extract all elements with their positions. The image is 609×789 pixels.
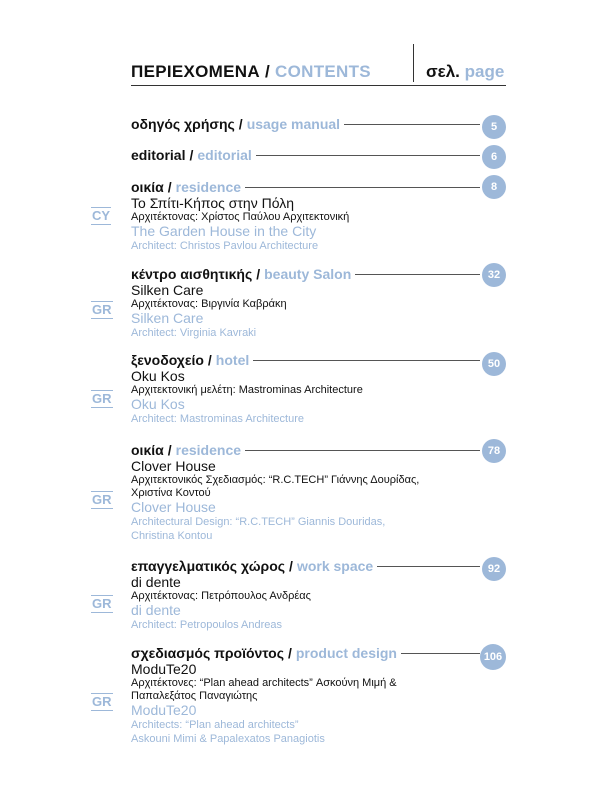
project-title: Silken Care <box>131 282 204 298</box>
entry-category: οικία / residence <box>131 178 506 196</box>
project-title-en: ModuTe20 <box>131 702 197 718</box>
entry-category: οδηγός χρήσης / usage manual <box>131 115 506 133</box>
toc-entry[interactable] <box>131 115 506 133</box>
credit-gr: Αρχιτεκτονική μελέτη: Mastrominas Architecture <box>131 384 363 396</box>
header-divider <box>413 44 414 82</box>
toc-entry[interactable] <box>131 265 506 340</box>
toc-header <box>131 56 506 86</box>
entry-category: κέντρο αισθητικής / beauty Salon <box>131 265 506 283</box>
category-gr: ξενοδοχείο <box>131 352 204 368</box>
country-code-badge: GR <box>92 596 112 611</box>
leader-line <box>344 124 480 125</box>
page-label-gr: σελ. <box>426 62 460 81</box>
category-gr: editorial <box>131 147 186 163</box>
toc-entry[interactable] <box>131 351 506 426</box>
category-gr: οικία <box>131 179 164 195</box>
leader-line <box>377 566 480 567</box>
project-title-en: Oku Kos <box>131 396 185 412</box>
leader-line <box>401 653 480 654</box>
category-gr: σχεδιασμός προϊόντος <box>131 645 284 661</box>
category-en: residence <box>175 179 242 195</box>
credit-gr-line2: Χριστίνα Κοντού <box>131 487 211 499</box>
toc-entry[interactable] <box>131 644 506 746</box>
country-code-badge: GR <box>92 694 112 709</box>
project-title-en: The Garden House in the City <box>131 223 317 239</box>
project-title-en: di dente <box>131 602 181 618</box>
project-title: ModuTe20 <box>131 661 197 677</box>
leader-line <box>253 360 480 361</box>
toc-entry[interactable] <box>131 441 506 543</box>
country-code-badge: GR <box>92 302 112 317</box>
page-number-badge[interactable]: 78 <box>482 439 506 463</box>
page-number-badge[interactable]: 92 <box>482 557 506 581</box>
credit-en-line1: Architects: “Plan ahead architects” <box>131 719 299 731</box>
toc-entry[interactable] <box>131 178 506 253</box>
leader-line <box>355 274 480 275</box>
page-number-badge[interactable]: 5 <box>482 115 506 139</box>
toc-entry[interactable] <box>131 557 506 632</box>
page-number-badge[interactable]: 50 <box>482 352 506 376</box>
project-title: Clover House <box>131 458 216 474</box>
credit-en-line1: Architectural Design: “R.C.TECH” Giannis Douridas, <box>131 516 386 528</box>
toc-title-sep: / <box>264 62 270 81</box>
credit-en-line2: Askouni Mimi & Papalexatos Panagiotis <box>131 733 325 745</box>
credit-gr: Αρχιτέκτονας: Βιργινία Καβράκη <box>131 298 287 310</box>
page-number-badge[interactable]: 8 <box>482 175 506 199</box>
leader-line <box>256 155 480 156</box>
category-en: hotel <box>215 352 250 368</box>
category-gr: κέντρο αισθητικής <box>131 266 253 282</box>
entry-category: ξενοδοχείο / hotel <box>131 351 506 369</box>
category-gr: επαγγελματικός χώρος <box>131 558 286 574</box>
project-title: Oku Kos <box>131 368 185 384</box>
toc-title <box>131 62 371 82</box>
entry-category: επαγγελματικός χώρος / work space <box>131 557 506 575</box>
country-code-badge: GR <box>92 391 112 406</box>
credit-gr: Αρχιτέκτονας: Χρίστος Παύλου Αρχιτεκτονική <box>131 211 350 223</box>
category-en: product design <box>295 645 397 661</box>
header-rule <box>131 85 506 86</box>
credit-gr-line1: Αρχιτέκτονες: “Plan ahead architects” Ασκούνη Μιμή & <box>131 677 397 689</box>
category-en: work space <box>296 558 374 574</box>
category-en: beauty Salon <box>264 266 352 282</box>
leader-line <box>245 450 480 451</box>
entry-category: σχεδιασμός προϊόντος / product design <box>131 644 506 662</box>
credit-en: Architect: Virginia Kavraki <box>131 327 257 339</box>
category-en: editorial <box>197 147 252 163</box>
credit-gr-line1: Αρχιτεκτονικός Σχεδιασμός: “R.C.TECH” Γιάννης Δουρίδας, <box>131 474 420 486</box>
category-gr: οδηγός χρήσης <box>131 116 235 132</box>
credit-en: Architect: Petropoulos Andreas <box>131 619 283 631</box>
project-title-en: Clover House <box>131 499 216 515</box>
leader-line <box>245 187 480 188</box>
country-code-badge: CY <box>92 208 111 223</box>
category-gr: οικία <box>131 442 164 458</box>
toc-title-en: CONTENTS <box>275 62 371 81</box>
page-number-badge[interactable]: 106 <box>480 644 506 670</box>
project-title-en: Silken Care <box>131 310 204 326</box>
credit-en: Architect: Mastrominas Architecture <box>131 413 305 425</box>
page-label-en: page <box>464 62 505 81</box>
entry-category: οικία / residence <box>131 441 506 459</box>
toc-entry[interactable] <box>131 146 506 164</box>
category-en: usage manual <box>246 116 341 132</box>
project-title: Το Σπίτι-Κήπος στην Πόλη <box>131 195 295 211</box>
toc-title-gr: ΠΕΡΙΕΧΟΜΕΝΑ <box>131 62 260 81</box>
credit-en: Architect: Christos Pavlou Architecture <box>131 240 319 252</box>
project-title: di dente <box>131 574 181 590</box>
category-en: residence <box>175 442 242 458</box>
page-number-badge[interactable]: 32 <box>482 263 506 287</box>
entry-category: editorial / editorial <box>131 146 506 164</box>
page-column-label <box>426 62 504 82</box>
credit-gr-line2: Παπαλεξάτος Παναγιώτης <box>131 690 258 702</box>
country-code-badge: GR <box>92 492 112 507</box>
credit-gr: Αρχιτέκτονας: Πετρόπουλος Ανδρέας <box>131 590 311 602</box>
page-number-badge[interactable]: 6 <box>482 145 506 169</box>
credit-en-line2: Christina Kontou <box>131 530 213 542</box>
